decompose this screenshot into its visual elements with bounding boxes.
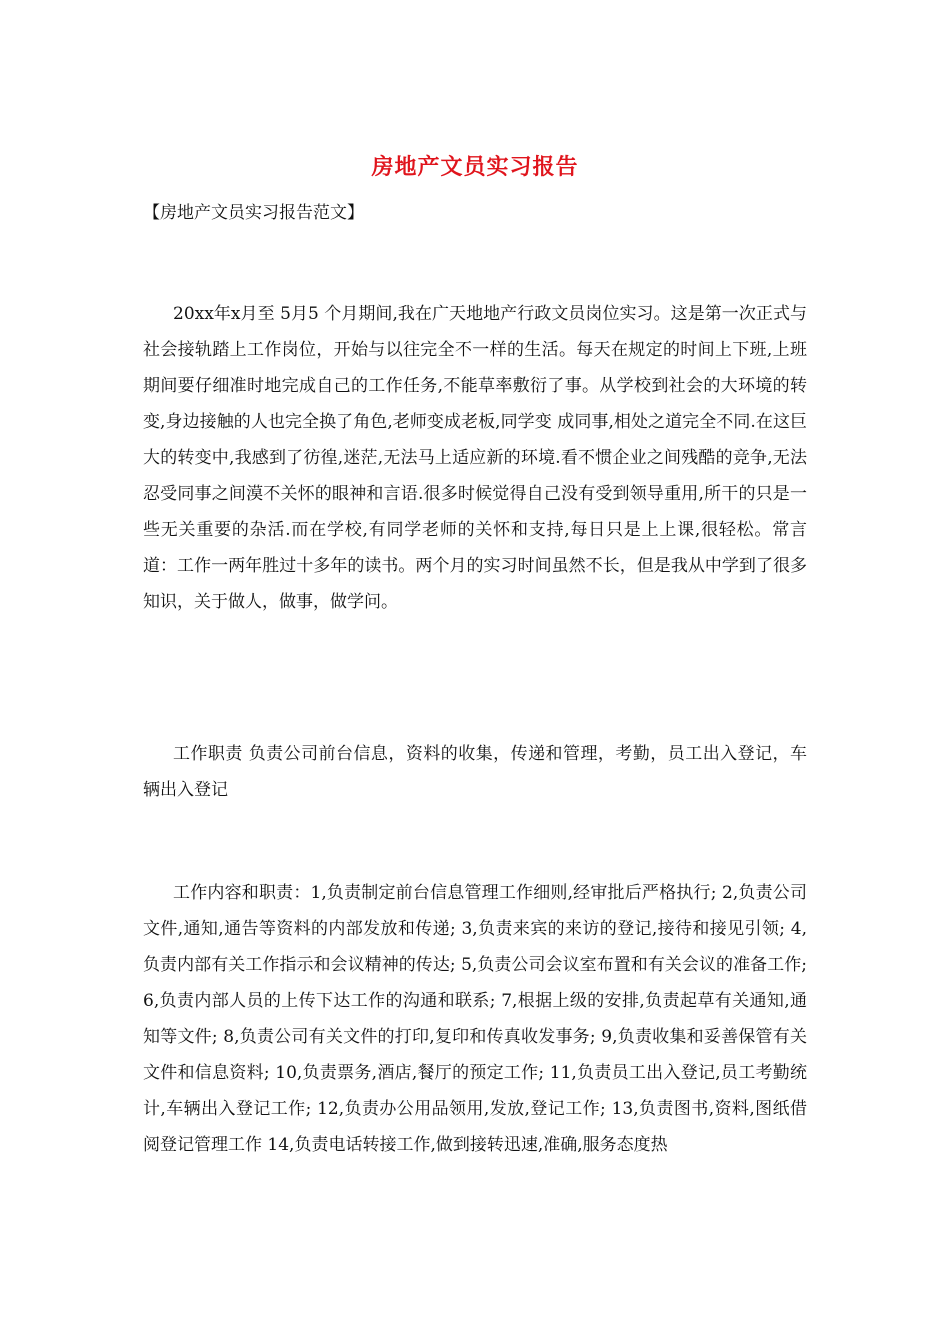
document-subtitle: 【房地产文员实习报告范文】 [143, 203, 364, 223]
paragraph-work-content: 工作内容和职责：1,负责制定前台信息管理工作细则,经审批后严格执行; 2,负责公司文件,通知,通告等资料的内部发放和传递; 3,负责来宾的来访的登记,接待和接见引领; 4,负责内部有关工作指示和会议精神的传达; 5,负责公司会议室布置和有关会议的准备工作; 6,负责内部人员的上传下达工作的沟通和联系; 7,根据上级的安排,负责起草有关通知,通知等文件; 8,负责公司有关文件的打印,复印和传真收发事务; 9,负责收集和妥善保管有关文件和信息资料; 10,负责票务,酒店,餐厅的预定工作; 11,负责员工出入登记,员工考勤统计,车辆出入登记工作; 12,负责办公用品领用,发放,登记工作; 13,负责图书,资料,图纸借阅登记管理工作 14,负责电话转接工作,做到接转迅速,准确,服务态度热 [143, 883, 807, 1155]
paragraph-internship-overview: 20xx年x月至 5月5 个月期间,我在广天地地产行政文员岗位实习。这是第一次正式与社会接轨踏上工作岗位，开始与以往完全不一样的生活。每天在规定的时间上下班,上班 期间要仔细准时地完成自己的工作任务,不能草率敷衍了事。从学校到社会的大环境的转变,身边接触的人也完全换了角色,老师变成老板,同学变 成同事,相处之道完全不同.在这巨大的转变中,我感到了彷徨,迷茫,无法马上适应新的环境.看不惯企业之间残酷的竞争,无法忍受同事之间漠不关怀的眼神和言语.很多时候觉得自己没有受到领导重用,所干的只是一些无关重要的杂活.而在学校,有同学老师的关怀和支持,每日只是上上课,很轻松。常言道：工作一两年胜过十多年的读书。两个月的实习时间虽然不长，但是我从中学到了很多知识，关于做人，做事，做学问。 [143, 304, 807, 612]
paragraph-job-duties: 工作职责 负责公司前台信息，资料的收集，传递和管理，考勤，员工出入登记，车辆出入登记 [143, 744, 807, 800]
document-title: 房地产文员实习报告 [371, 154, 579, 180]
